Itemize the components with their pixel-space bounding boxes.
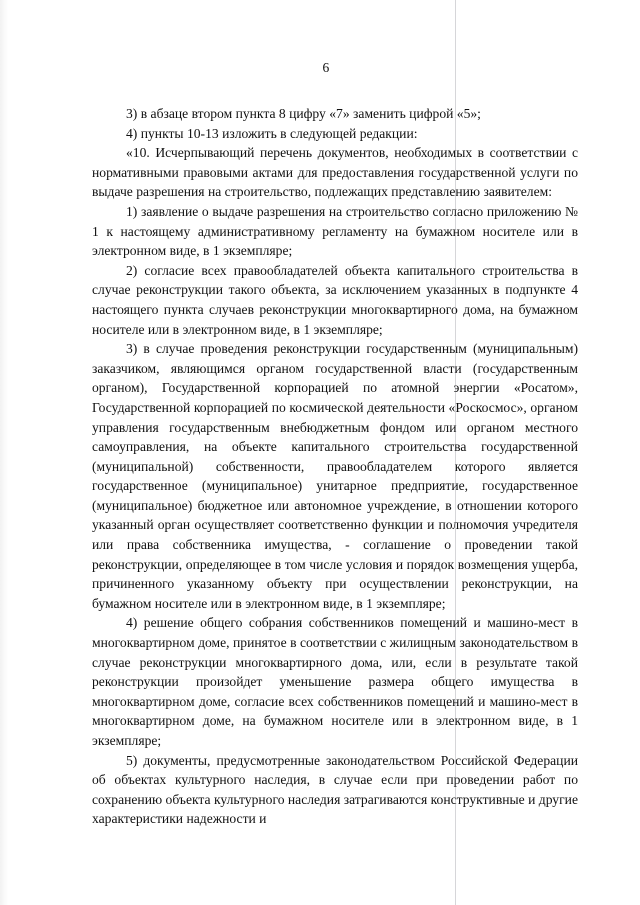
paragraph: 4) пункты 10-13 изложить в следующей редакции: bbox=[126, 125, 418, 141]
paragraph: 5) документы, предусмотренные законодательством Российской Федерации об объектах культурного наследия, в случае если при проведении работ по сохранению объекта культурного наследия затрагиваются конструктивные и другие характеристики надежности и bbox=[92, 752, 578, 827]
document-body bbox=[92, 104, 578, 829]
page-edge-shading bbox=[0, 0, 8, 905]
paragraph: 3) в абзаце втором пункта 8 цифру «7» заменить цифрой «5»; bbox=[126, 106, 481, 121]
paragraph: 2) согласие всех правообладателей объекта капитального строительства в случае реконструкции такого объекта, за исключением указанных в подпункте 4 настоящего пункта случаев реконструкции многоквартирного дома, на бумажном носителе или в электронном виде, в 1 экземпляре; bbox=[92, 262, 578, 337]
page-number: 6 bbox=[322, 60, 330, 75]
paragraph: «10. Исчерпывающий перечень документов, необходимых в соответствии с нормативными правовыми актами для предоставления государственной услуги по выдаче разрешения на строительство, подлежащих представлению заявителем: bbox=[92, 145, 578, 200]
paragraph: 1) заявление о выдаче разрешения на строительство согласно приложению № 1 к настоящему административному регламенту на бумажном носителе или в электронном виде, в 1 экземпляре; bbox=[92, 203, 578, 259]
paragraph: 4) решение общего собрания собственников помещений и машино-мест в многоквартирном доме, принятое в соответствии с жилищным законодательством в случае реконструкции многоквартирного дома, или, если в результате такой реконструкции произойдет уменьшение размера общего имущества в многоквартирном доме, согласие всех собственников помещений и машино-мест в многоквартирном доме, на бумажном носителе или в электронном виде, в 1 экземпляре; bbox=[92, 615, 578, 748]
paragraph: 3) в случае проведения реконструкции государственным (муниципальным) заказчиком, являющимся органом государственной власти (государственным органом), Государственной корпорацией по атомной энергии «Росатом», Государственной корпорацией по космической деятельности «Роскосмос», органом управления государственным внебюджетным фондом или органом местного самоуправления, на объекте капитального строительства государственной (муниципальной) собственности, правообладателем которого является государственное (муниципальное) унитарное предприятие, государственное (муниципальное) бюджетное или автономное учреждение, в отношении которого указанный орган осуществляет соответственно функции и полномочия учредителя или права собственника имущества, - соглашение о проведении такой реконструкции, определяющее в том числе условия и порядок возмещения ущерба, причиненного указанному объекту при осуществлении реконструкции, на бумажном носителе или в электронном виде, в 1 экземпляре; bbox=[92, 341, 578, 611]
